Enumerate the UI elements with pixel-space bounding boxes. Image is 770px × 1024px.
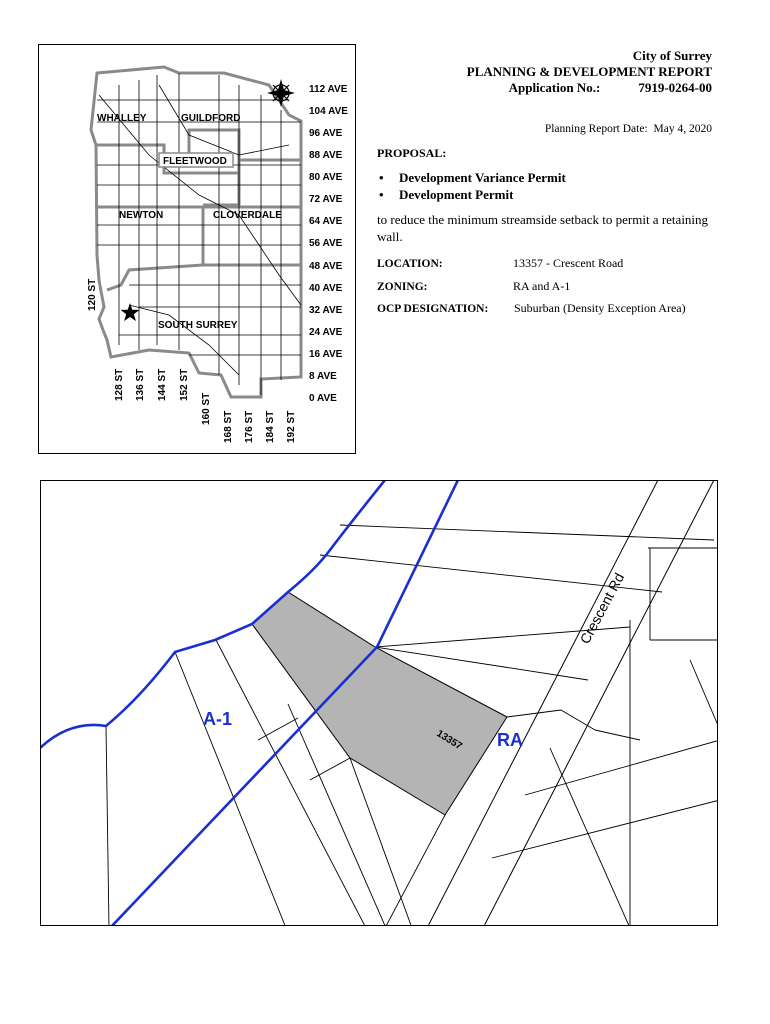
application-label: Application No.: bbox=[508, 80, 601, 95]
ave-label: 56 AVE bbox=[309, 238, 343, 249]
location-label: LOCATION: bbox=[377, 258, 443, 270]
road-label-crescent: Crescent Rd bbox=[576, 570, 628, 647]
ave-label: 104 AVE bbox=[309, 106, 348, 117]
city-name: City of Surrey bbox=[632, 48, 712, 63]
label-newton: NEWTON bbox=[119, 210, 164, 221]
report-date-value: May 4, 2020 bbox=[653, 123, 712, 135]
ave-label: 8 AVE bbox=[309, 371, 337, 382]
label-south-surrey: SOUTH SURREY bbox=[158, 320, 238, 331]
street-label: 176 ST bbox=[244, 410, 255, 443]
site-map-svg bbox=[40, 480, 718, 926]
ave-label: 32 AVE bbox=[309, 305, 343, 316]
site-map bbox=[40, 480, 718, 926]
label-fleetwood: FLEETWOOD bbox=[163, 156, 227, 167]
site-star-icon bbox=[121, 303, 140, 321]
ave-label: 16 AVE bbox=[309, 349, 343, 360]
ave-label: 80 AVE bbox=[309, 172, 343, 183]
ave-label: 48 AVE bbox=[309, 261, 343, 272]
application-number: 7919-0264-00 bbox=[638, 80, 712, 95]
ave-label: 88 AVE bbox=[309, 150, 343, 161]
location-row bbox=[377, 256, 624, 271]
ave-label: 72 AVE bbox=[309, 194, 343, 205]
zoning-label: ZONING: bbox=[377, 281, 428, 293]
location-value: 13357 - Crescent Road bbox=[513, 256, 624, 270]
ave-label: 112 AVE bbox=[309, 84, 348, 95]
subject-lot bbox=[252, 592, 507, 815]
report-date bbox=[542, 123, 712, 135]
proposal-item: • Development Variance Permit bbox=[377, 169, 566, 186]
street-label: 144 ST bbox=[157, 368, 168, 401]
street-label: 168 ST bbox=[223, 410, 234, 443]
proposal-item: • Development Permit bbox=[377, 186, 566, 203]
street-label: 136 ST bbox=[135, 368, 146, 401]
street-label: 120 ST bbox=[87, 278, 98, 311]
label-guildford: GUILDFORD bbox=[181, 113, 241, 124]
street-label: 192 ST bbox=[286, 410, 297, 443]
compass-rose-icon bbox=[267, 79, 295, 107]
key-map bbox=[38, 44, 356, 454]
report-date-label: Planning Report Date: bbox=[544, 123, 648, 135]
proposal-list bbox=[377, 169, 566, 203]
zone-label-ra: RA bbox=[497, 730, 523, 750]
street-label: 184 ST bbox=[265, 410, 276, 443]
address-label: 13357 bbox=[434, 728, 464, 753]
report-header bbox=[467, 48, 712, 96]
ave-label: 24 AVE bbox=[309, 327, 343, 338]
ocp-value: Suburban (Density Exception Area) bbox=[514, 301, 686, 315]
label-cloverdale: CLOVERDALE bbox=[213, 210, 282, 221]
street-label: 152 ST bbox=[179, 368, 190, 401]
street-label: 160 ST bbox=[201, 392, 212, 425]
zoning-row bbox=[377, 279, 571, 294]
key-map-svg bbox=[39, 45, 357, 455]
ave-label: 40 AVE bbox=[309, 283, 343, 294]
ave-label: 0 AVE bbox=[309, 393, 337, 404]
ocp-row bbox=[377, 301, 686, 316]
avenue-labels bbox=[309, 84, 348, 404]
ave-label: 64 AVE bbox=[309, 216, 343, 227]
proposal-heading: PROPOSAL: bbox=[377, 146, 447, 160]
ave-label: 96 AVE bbox=[309, 128, 343, 139]
report-title: PLANNING & DEVELOPMENT REPORT bbox=[466, 64, 712, 79]
label-whalley: WHALLEY bbox=[97, 113, 147, 124]
proposal-purpose: to reduce the minimum streamside setback to permit a retaining wall. bbox=[377, 212, 709, 244]
zoning-value: RA and A-1 bbox=[513, 279, 571, 293]
ocp-label: OCP DESIGNATION: bbox=[377, 303, 489, 315]
street-label: 128 ST bbox=[114, 368, 125, 401]
zone-label-a1: A-1 bbox=[203, 709, 233, 729]
application-line bbox=[509, 80, 712, 96]
